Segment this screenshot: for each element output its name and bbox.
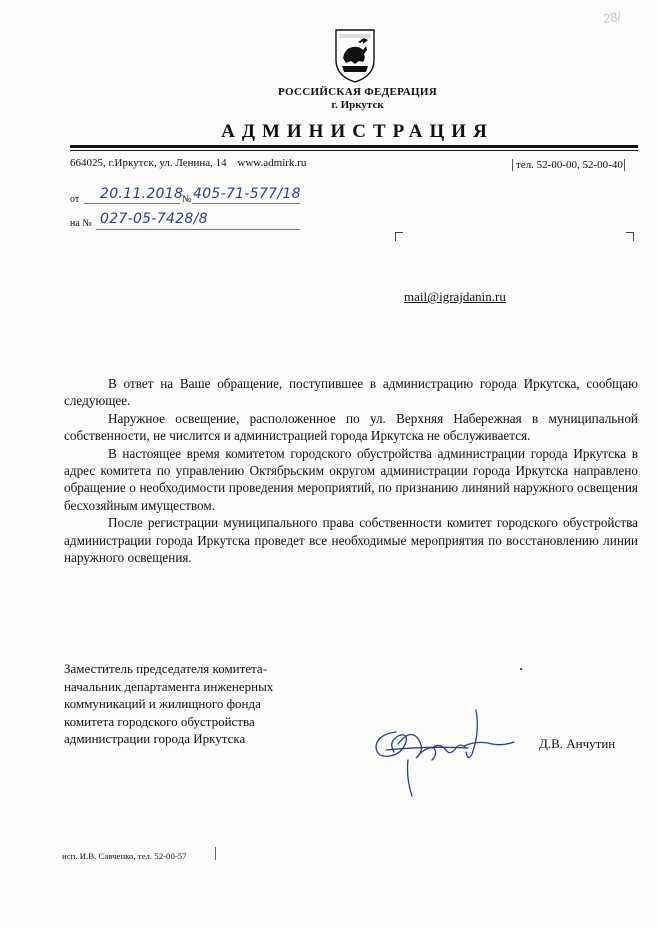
- signatory-title-line: комитета городского обустройства: [64, 713, 255, 729]
- registration-dot: [520, 668, 522, 670]
- irkutsk-coat-of-arms-icon: [333, 28, 377, 84]
- city-heading: г. Иркутск: [331, 99, 384, 111]
- signatory-title-line: Заместитель председателя комитета-: [64, 661, 268, 676]
- performer-divider: [215, 847, 216, 860]
- signatory-title-line: коммуникаций и жилищного фонда: [64, 696, 261, 712]
- postal-address: 664025, г.Иркутск, ул. Ленина, 14: [70, 157, 227, 169]
- number-underline: [192, 203, 300, 204]
- address-line: [70, 157, 306, 169]
- website-link: www.admirk.ru: [237, 157, 307, 169]
- signatory-title: [64, 660, 273, 748]
- number-value: 405-71-577/18: [193, 186, 301, 202]
- in-reply-label: на №: [70, 218, 92, 229]
- number-label: №: [182, 194, 192, 205]
- organization-title: АДМИНИСТРАЦИЯ: [221, 121, 494, 142]
- recipient-email: mail@igrajdanin.ru: [404, 289, 506, 304]
- body-paragraph: Наружное освещение, расположенное по ул. Верхняя Набережная в муниципальной собственности, не числится и администрацией города Иркутска не обслуживается.: [64, 410, 638, 444]
- signatory-title-line: начальник департамента инженерных: [64, 678, 274, 694]
- signatory-title-line: администрации города Иркутска: [64, 731, 246, 747]
- performer-note: исп. И.В. Савченко, тел. 52-00-57: [62, 851, 187, 861]
- handwritten-signature-icon: [368, 702, 518, 802]
- federation-heading: РОССИЙСКАЯ ФЕДЕРАЦИЯ: [278, 86, 437, 98]
- date-underline: [84, 203, 180, 204]
- header-rule-thick: [70, 145, 638, 148]
- signatory-name: Д.В. Анчутин: [539, 736, 616, 751]
- body-paragraph: После регистрации муниципального права собственности комитет городского обустройства администрации города Иркутска проведет все необходимые мероприятия по восстановлению линии наружного освещения.: [64, 515, 638, 566]
- body-paragraph: В ответ на Ваше обращение, поступившее в администрацию города Иркутска, сообщаю следующее.: [64, 376, 638, 409]
- phone-numbers: тел. 52-00-00, 52-00-40: [512, 159, 625, 171]
- date-value: 20.11.2018: [100, 186, 184, 202]
- address-corner-left: [395, 232, 403, 241]
- body-paragraph: В настоящее время комитетом городского обустройства администрации города Иркутска в адрес комитета по управлению Октябрьским округом администрации города Иркутска направлено обращение о необходимости проведения мероприятий, по признанию линяний наружного освещения бесхозяйным имуществом.: [64, 445, 638, 513]
- header-rule-thin: [70, 150, 638, 151]
- letter-body: [64, 375, 638, 566]
- pencil-note: 28/: [602, 8, 623, 27]
- address-corner-right: [626, 232, 634, 241]
- in-reply-underline: [96, 229, 300, 230]
- in-reply-value: 027-05-7428/8: [100, 211, 208, 227]
- date-label: от: [70, 194, 80, 205]
